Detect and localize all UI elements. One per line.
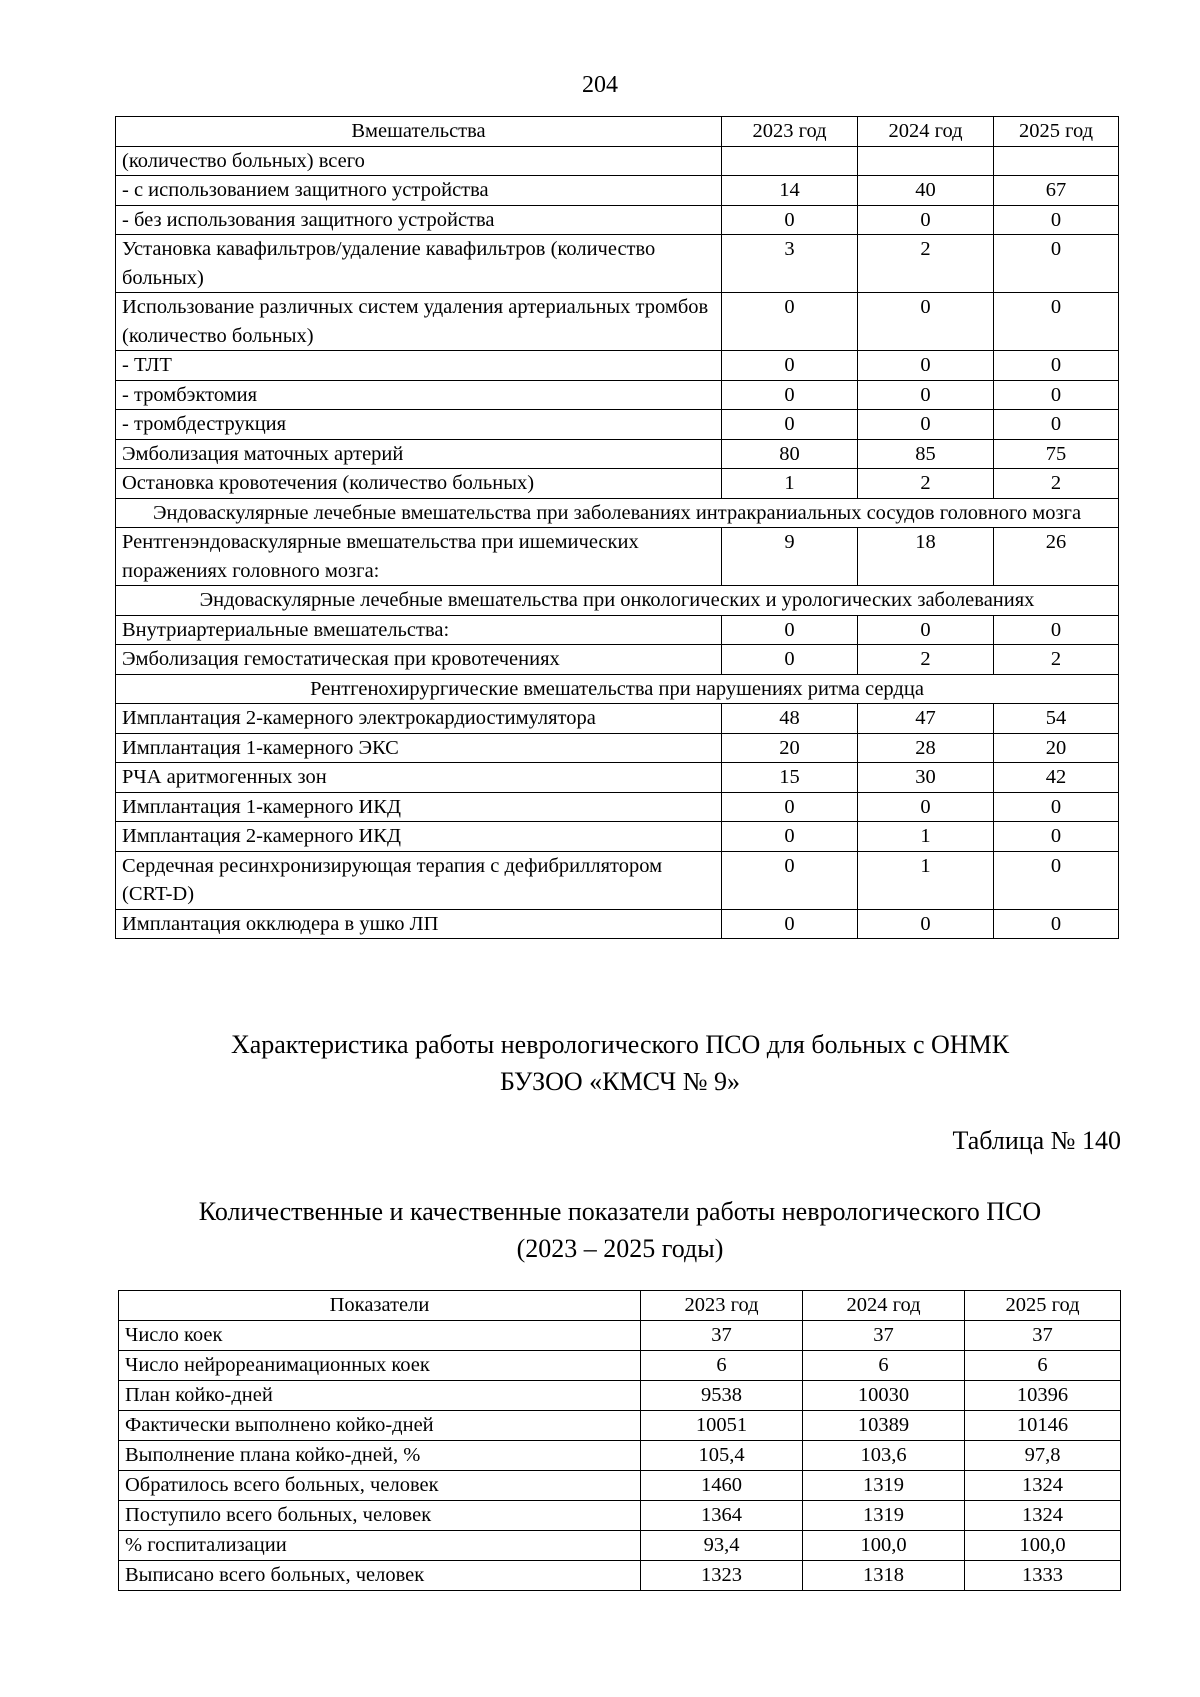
row-label: Выписано всего больных, человек [119,1561,641,1591]
cell-value: 54 [994,704,1119,734]
cell-value: 1 [722,469,858,499]
section-label: Эндоваскулярные лечебные вмешательства при онкологических и урологических заболеваниях [116,586,1119,616]
table-row [119,1321,1121,1351]
table-row [116,645,1119,675]
section-heading-line: БУЗОО «КМСЧ № 9» [499,1067,741,1096]
row-label: - тромбэктомия [116,380,722,410]
cell-value: 0 [994,293,1119,351]
section-heading [0,1026,1200,1100]
cell-value: 0 [994,351,1119,381]
table-title [0,1193,1200,1267]
cell-value: 85 [858,439,994,469]
cell-value: 0 [858,293,994,351]
cell-value: 67 [994,176,1119,206]
cell-value: 0 [858,205,994,235]
section-row [116,674,1119,704]
row-label: Имплантация окклюдера в ушко ЛП [116,909,722,939]
table-row [116,176,1119,206]
table-number: Таблица № 140 [952,1126,1121,1155]
table-row [119,1441,1121,1471]
row-label: Использование различных систем удаления артериальных тромбов (количество больных) [116,293,722,351]
row-label: Имплантация 2-камерного электрокардиостимулятора [116,704,722,734]
cell-value: 0 [858,380,994,410]
cell-value: 47 [858,704,994,734]
cell-value [858,146,994,176]
table-row [119,1381,1121,1411]
cell-value: 2 [858,645,994,675]
cell-value: 2 [858,235,994,293]
row-label: План койко-дней [119,1381,641,1411]
table-row [119,1411,1121,1441]
cell-value: 0 [994,822,1119,852]
cell-value: 10146 [965,1411,1121,1441]
cell-value: 93,4 [641,1531,803,1561]
row-label: Рентгенэндоваскулярные вмешательства при ишемических поражениях головного мозга: [116,528,722,586]
cell-value: 1364 [641,1501,803,1531]
row-label: Эмболизация маточных артерий [116,439,722,469]
cell-value: 0 [994,615,1119,645]
cell-value: 1318 [803,1561,965,1591]
cell-value: 0 [722,205,858,235]
cell-value: 0 [722,851,858,909]
cell-value: 1319 [803,1501,965,1531]
column-header: 2024 год [858,117,994,147]
table-header-row [116,117,1119,147]
cell-value: 26 [994,528,1119,586]
cell-value: 14 [722,176,858,206]
cell-value [722,146,858,176]
cell-value: 18 [858,528,994,586]
cell-value: 2 [858,469,994,499]
table-header-row [119,1291,1121,1321]
cell-value: 0 [722,645,858,675]
indicators-table-body [119,1321,1121,1591]
cell-value: 37 [965,1321,1121,1351]
table-row [116,822,1119,852]
cell-value: 40 [858,176,994,206]
indicators-table [118,1290,1121,1591]
table-row [116,410,1119,440]
row-label: Число коек [119,1321,641,1351]
column-header: Вмешательства [116,117,722,147]
section-label: Рентгенохирургические вмешательства при нарушениях ритма сердца [116,674,1119,704]
table-row [116,528,1119,586]
table-row [116,851,1119,909]
row-label: Эмболизация гемостатическая при кровотечениях [116,645,722,675]
cell-value: 1324 [965,1501,1121,1531]
cell-value: 0 [858,792,994,822]
cell-value: 6 [803,1351,965,1381]
cell-value: 75 [994,439,1119,469]
cell-value: 37 [641,1321,803,1351]
cell-value: 0 [994,851,1119,909]
interventions-table [115,116,1119,939]
cell-value: 0 [994,380,1119,410]
row-label: Сердечная ресинхронизирующая терапия с дефибриллятором (CRT-D) [116,851,722,909]
row-label: Имплантация 1-камерного ЭКС [116,733,722,763]
cell-value: 0 [722,822,858,852]
cell-value: 10030 [803,1381,965,1411]
cell-value: 0 [858,351,994,381]
cell-value: 1460 [641,1471,803,1501]
cell-value: 1 [858,822,994,852]
row-label: Имплантация 1-камерного ИКД [116,792,722,822]
cell-value: 1333 [965,1561,1121,1591]
row-label: Имплантация 2-камерного ИКД [116,822,722,852]
cell-value: 0 [722,380,858,410]
table-row [119,1561,1121,1591]
table-row [116,351,1119,381]
cell-value: 15 [722,763,858,793]
cell-value [994,146,1119,176]
cell-value: 100,0 [803,1531,965,1561]
section-label: Эндоваскулярные лечебные вмешательства при заболеваниях интракраниальных сосудов головного мозга [116,498,1119,528]
cell-value: 80 [722,439,858,469]
table-row [116,205,1119,235]
cell-value: 9538 [641,1381,803,1411]
section-row [116,498,1119,528]
cell-value: 10051 [641,1411,803,1441]
section-heading-line: Характеристика работы неврологического ПСО для больных с ОНМК [230,1030,1010,1059]
table-row [116,235,1119,293]
table-row [116,763,1119,793]
row-label: Установка кавафильтров/удаление кавафильтров (количество больных) [116,235,722,293]
cell-value: 1323 [641,1561,803,1591]
cell-value: 1319 [803,1471,965,1501]
cell-value: 0 [994,410,1119,440]
cell-value: 42 [994,763,1119,793]
cell-value: 0 [858,615,994,645]
cell-value: 20 [994,733,1119,763]
column-header: 2025 год [994,117,1119,147]
cell-value: 0 [994,235,1119,293]
row-label: Поступило всего больных, человек [119,1501,641,1531]
page-number: 204 [582,72,618,98]
cell-value: 9 [722,528,858,586]
table-row [119,1351,1121,1381]
table-row [116,469,1119,499]
section-row [116,586,1119,616]
table-row [119,1531,1121,1561]
table-row [116,909,1119,939]
cell-value: 30 [858,763,994,793]
cell-value: 1 [858,851,994,909]
row-label: Обратилось всего больных, человек [119,1471,641,1501]
cell-value: 97,8 [965,1441,1121,1471]
cell-value: 0 [722,351,858,381]
table-row [119,1501,1121,1531]
cell-value: 0 [994,792,1119,822]
cell-value: 48 [722,704,858,734]
row-label: (количество больных) всего [116,146,722,176]
cell-value: 0 [994,909,1119,939]
cell-value: 0 [994,205,1119,235]
cell-value: 6 [965,1351,1121,1381]
row-label: Число нейрореанимационных коек [119,1351,641,1381]
row-label: Внутриартериальные вмешательства: [116,615,722,645]
table-row [116,146,1119,176]
cell-value: 105,4 [641,1441,803,1471]
cell-value: 2 [994,469,1119,499]
column-header: 2023 год [722,117,858,147]
table-row [116,733,1119,763]
cell-value: 37 [803,1321,965,1351]
column-header: 2024 год [803,1291,965,1321]
row-label: Остановка кровотечения (количество больных) [116,469,722,499]
cell-value: 20 [722,733,858,763]
row-label: % госпитализации [119,1531,641,1561]
row-label: Фактически выполнено койко-дней [119,1411,641,1441]
table-row [116,380,1119,410]
row-label: - с использованием защитного устройства [116,176,722,206]
cell-value: 0 [722,909,858,939]
row-label: - без использования защитного устройства [116,205,722,235]
column-header: Показатели [119,1291,641,1321]
cell-value: 3 [722,235,858,293]
row-label: Выполнение плана койко-дней, % [119,1441,641,1471]
cell-value: 0 [858,909,994,939]
row-label: - тромбдеструкция [116,410,722,440]
table-row [119,1471,1121,1501]
cell-value: 0 [722,293,858,351]
cell-value: 0 [858,410,994,440]
cell-value: 100,0 [965,1531,1121,1561]
cell-value: 1324 [965,1471,1121,1501]
cell-value: 0 [722,615,858,645]
table-row [116,293,1119,351]
table-row [116,615,1119,645]
column-header: 2023 год [641,1291,803,1321]
row-label: - ТЛТ [116,351,722,381]
table-title-line: (2023 – 2025 годы) [516,1234,724,1263]
cell-value: 2 [994,645,1119,675]
column-header: 2025 год [965,1291,1121,1321]
interventions-table-body [116,146,1119,939]
cell-value: 28 [858,733,994,763]
table-row [116,704,1119,734]
cell-value: 6 [641,1351,803,1381]
table-row [116,439,1119,469]
row-label: РЧА аритмогенных зон [116,763,722,793]
cell-value: 103,6 [803,1441,965,1471]
cell-value: 10389 [803,1411,965,1441]
cell-value: 10396 [965,1381,1121,1411]
cell-value: 0 [722,792,858,822]
cell-value: 0 [722,410,858,440]
table-title-line: Количественные и качественные показатели работы неврологического ПСО [198,1197,1042,1226]
table-row [116,792,1119,822]
